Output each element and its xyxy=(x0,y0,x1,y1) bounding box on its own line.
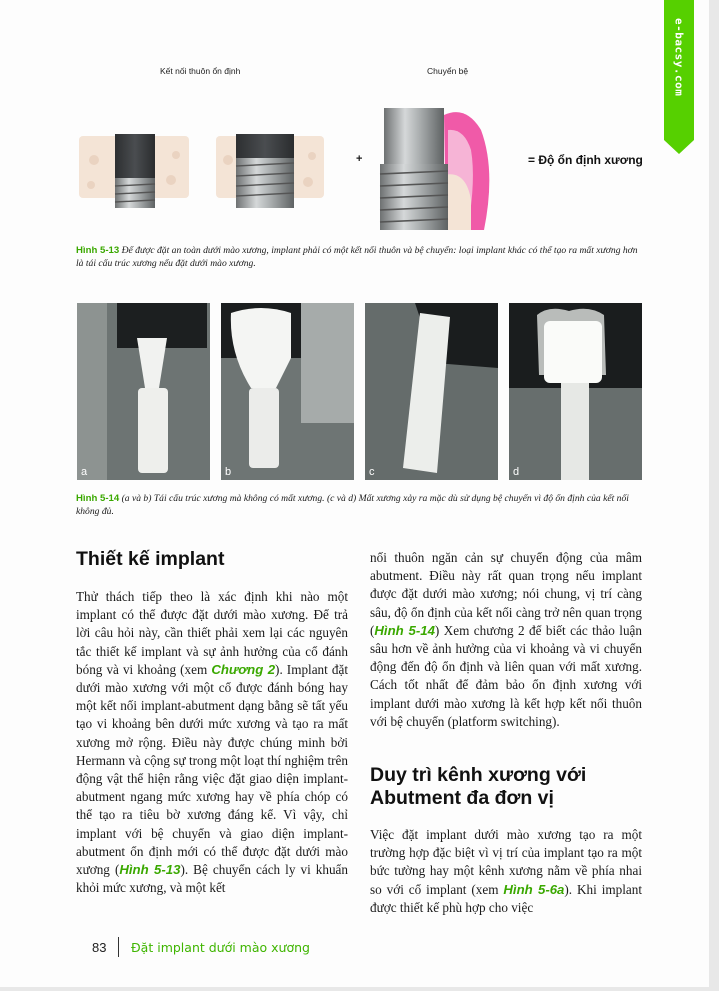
body-text: nối thuôn ngăn cản sự chuyển động của mâm abutment. Điều này rất quan trọng nếu implant được đặt dưới mào xương; nói chung, vị trí càng sâu, độ ổn định của kết nối càng trở nên quan trọng ( xyxy=(370,550,642,638)
xray-panel-label: c xyxy=(369,466,375,478)
xray-panel-d xyxy=(509,303,642,480)
figure-5-13-caption-text: Để được đặt an toàn dưới mào xương, implant phải có một kết nối thuôn và bệ chuyển: loại implant khác có thể tạo ra mất xương hơn là tái cấu trúc xương nếu đặt dưới mào xương. xyxy=(76,245,638,269)
page-number: 83 xyxy=(92,940,107,955)
body-text-section-2 xyxy=(370,826,642,917)
body-text: ). Bệ chuyển cách ly vi khuẩn khỏi mức xương, và một kết xyxy=(76,862,349,896)
chapter-title: Đặt implant dưới mào xương xyxy=(131,940,310,955)
body-text-left-column xyxy=(76,588,348,897)
figure-5-14-caption-text: (a và b) Tái cấu trúc xương mà không có mất xương. (c và d) Mất xương xảy ra mặc dù sử dụng bệ chuyển vì độ ổn định của kết nối không đủ. xyxy=(76,493,629,517)
figure-5-13-link[interactable]: Hình 5-13 xyxy=(119,862,181,878)
figure-label-tapered: Kết nối thuôn ổn định xyxy=(160,66,241,76)
footer-divider xyxy=(118,937,119,957)
figure-5-6a-link[interactable]: Hình 5-6a xyxy=(503,881,565,897)
implant-illustration-2 xyxy=(216,134,324,208)
site-ribbon-text: e-bacsy.com xyxy=(672,18,686,97)
figure-5-14-caption xyxy=(76,492,646,518)
plus-sign: + xyxy=(356,153,363,165)
xray-panel-label: a xyxy=(81,466,88,478)
section-heading-implant-design: Thiết kế implant xyxy=(76,548,225,570)
xray-panel-label: d xyxy=(513,466,520,478)
implant-illustration-1 xyxy=(79,134,189,208)
figure-5-13-illustration xyxy=(76,100,546,235)
xray-panel-b xyxy=(221,303,354,480)
body-text: ) Xem chương 2 để biết các thảo luận sâu hơn về ảnh hưởng của vi khoảng và vi chuyển động đến độ ổn định và liên quan với mất xương. Cách tốt nhất để đảm bảo ổn định xương với implant dưới mào xương là kết hợp kết nối thuôn với bệ chuyển (platform switching). xyxy=(370,622,642,729)
body-text-right-column xyxy=(370,549,642,731)
chapter-2-link[interactable]: Chương 2 xyxy=(211,661,276,677)
site-ribbon xyxy=(664,0,694,140)
body-text: Việc đặt implant dưới mào xương tạo ra một trường hợp đặc biệt vì vị trí của implant tạo ra một bức tường hay một kênh xương nằm về phía nhai so với cổ implant (xem xyxy=(370,827,642,897)
body-text: ). Khi implant được thiết kế phù hợp cho việc xyxy=(370,881,642,915)
figure-5-13-ref: Hình 5-13 xyxy=(76,245,120,256)
section-heading-bone-channel: Duy trì kênh xương với Abutment đa đơn vị xyxy=(370,764,587,809)
figure-5-14-ref: Hình 5-14 xyxy=(76,493,120,504)
platform-switch-illustration xyxy=(380,108,489,230)
figure-5-13-caption xyxy=(76,244,646,270)
body-text: ). Implant đặt dưới mào xương với một cổ được đánh bóng hay một kết nối implant-abutment dạng bằng sẽ tất yếu tạo vi khoảng bên dưới mức xương và tạo ra mất xương mở rộng. Điều này được chúng minh bởi Hermann và cộng sự trong một loạt thí nghiệm trên động vật thể hiện rằng việc đặt giao diện implant-abutment ngang mức xương hay về phía chóp có thể tạo ra tiêu bờ xương đáng kể. Vì vậy, chỉ implant với bệ chuyển và giao diện implant-abutment ổn định mới có thể được đặt dưới mào xương ( xyxy=(76,661,348,878)
body-text: Thử thách tiếp theo là xác định khi nào một implant có thể được đặt dưới mào xương. Để trả lời câu hỏi này, cần thiết phải xem lại các nguyên tắc thiết kế implant và sự ảnh hưởng của cổ đánh bóng và vi khoảng (xem xyxy=(76,589,348,677)
xray-panel-c xyxy=(365,303,498,480)
bone-stability-result: = Độ ổn định xương xyxy=(528,153,643,167)
figure-label-platform-switch: Chuyển bệ xyxy=(427,66,469,76)
xray-panel-label: b xyxy=(225,466,232,478)
xray-panel-a xyxy=(77,303,210,480)
figure-5-14-link[interactable]: Hình 5-14 xyxy=(374,622,435,638)
